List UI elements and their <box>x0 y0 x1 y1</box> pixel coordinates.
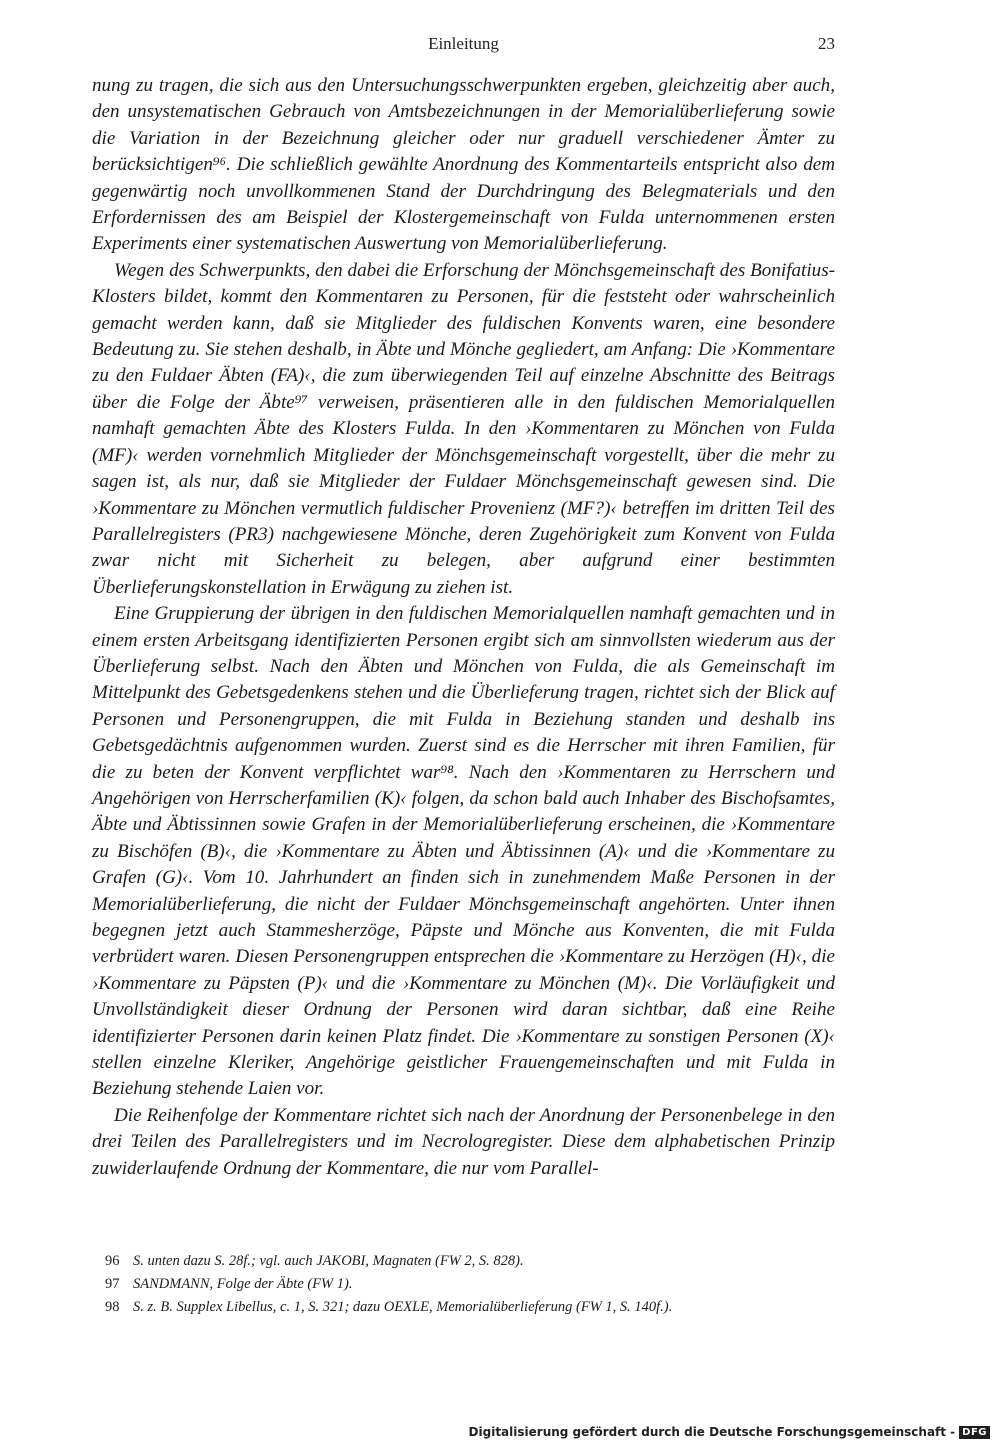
footnote <box>92 1273 835 1296</box>
paragraph: Eine Gruppierung der übrigen in den fuldischen Memorialquellen namhaft gemachten und in einem ersten Arbeitsgang identifizierten Personen ergibt sich am sinnvollsten wiederum aus der Überlieferung selbst. Nach den Äbten und Mönchen von Fulda, die als Gemeinschaft im Mittelpunkt des Gebetsgedenkens stehen und die Überlieferung tragen, richtet sich der Blick auf Personen und Personengruppen, die mit Fulda in Beziehung standen und deshalb ins Gebetsgedächtnis aufgenommen wurden. Zuerst sind es die Herrscher mit ihren Familien, für die zu beten der Konvent verpflichtet war⁹⁸. Nach den ›Kommentaren zu Herrschern und Angehörigen von Herrscherfamilien (K)‹ folgen, da schon bald auch Inhaber des Bischofsamtes, Äbte und Äbtissinnen sowie Grafen in der Memorialüberlieferung erscheinen, die ›Kommentare zu Bischöfen (B)‹, die ›Kommentare zu Äbten und Äbtissinnen (A)‹ und die ›Kommentare zu Grafen (G)‹. Vom 10. Jahrhundert an finden sich in zunehmendem Maße Personen in der Memorialüberlieferung, die nicht der Fuldaer Mönchsgemeinschaft angehörten. Unter ihnen begegnen jetzt auch Stammesherzöge, Päpste und Mönche aus Konventen, die mit Fulda verbrüdert waren. Diesen Personengruppen entsprechen die ›Kommentare zu Herzögen (H)‹, die ›Kommentare zu Päpsten (P)‹ und die ›Kommentare zu Mönchen (M)‹. Die Vorläufigkeit und Unvollständigkeit dieser Ordnung der Personen wird daran sichtbar, daß eine Reihe identifizierter Personen darin keinen Platz findet. Die ›Kommentare zu sonstigen Personen (X)‹ stellen einzelne Kleriker, Angehörige geistlicher Frauengemeinschaften und mit Fulda in Beziehung stehende Laien vor. <box>92 603 835 1100</box>
page-header <box>92 34 835 58</box>
footnotes <box>92 1250 835 1319</box>
footnote-text: S. unten dazu S. 28f.; vgl. auch JAKOBI, Magnaten (FW 2, S. 828). <box>133 1253 524 1269</box>
footnote <box>92 1296 835 1319</box>
footnote <box>92 1250 835 1273</box>
footnote-text: SANDMANN, Folge der Äbte (FW 1). <box>133 1276 353 1292</box>
footnote-text: S. z. B. Supplex Libellus, c. 1, S. 321; dazu OEXLE, Memorialüberlieferung (FW 1, S. 140f.). <box>133 1299 673 1315</box>
paragraph: nung zu tragen, die sich aus den Untersuchungsschwerpunkten ergeben, gleichzeitig aber auch, den unsystematischen Gebrauch von Amtsbezeichnungen in der Memorialüberlieferung sowie die Variation in der Bezeichnung gleicher oder nur graduell verschiedener Ämter zu berücksichtigen⁹⁶. Die schließlich gewählte Anordnung des Kommentarteils entspricht also dem gegenwärtig noch unvollkommenen Stand der Durchdringung des Belegmaterials und den Erfordernissen des am Beispiel der Klostergemeinschaft von Fulda unternommenen ersten Experiments einer systematischen Auswertung von Memorialüberlieferung. <box>92 75 835 255</box>
page-number: 23 <box>818 34 835 53</box>
dfg-logo-icon: DFG <box>959 1426 990 1439</box>
footnote-number: 97 <box>105 1276 120 1292</box>
digitization-banner <box>469 1425 990 1439</box>
banner-text: Digitalisierung gefördert durch die Deutsche Forschungsgemeinschaft - <box>468 1425 956 1439</box>
footnote-number: 96 <box>105 1253 120 1269</box>
paragraph: Wegen des Schwerpunkts, den dabei die Erforschung der Mönchsgemeinschaft des Bonifatius-Klosters bildet, kommt den Kommentaren zu Personen, für die feststeht oder wahrscheinlich gemacht werden kann, daß sie Mitglieder des fuldischen Konvents waren, eine besondere Bedeutung zu. Sie stehen deshalb, in Äbte und Mönche gegliedert, am Anfang: Die ›Kommentare zu den Fuldaer Äbten (FA)‹, die zum überwiegenden Teil auf einzelne Abschnitte des Beitrags über die Folge der Äbte⁹⁷ verweisen, präsentieren alle in den fuldischen Memorialquellen namhaft gemachten Äbte des Klosters Fulda. In den ›Kommentaren zu Mönchen von Fulda (MF)‹ werden vornehmlich Mitglieder der Mönchsgemeinschaft vorgestellt, über die mehr zu sagen ist, als nur, daß sie Mitglieder der Fuldaer Mönchsgemeinschaft gewesen sind. Die ›Kommentare zu Mönchen vermutlich fuldischer Provenienz (MF?)‹ betreffen im dritten Teil des Parallelregisters (PR3) nachgewiesene Mönche, deren Zugehörigkeit zum Konvent von Fulda zwar nicht mit Sicherheit zu belegen, aber aufgrund einer bestimmten Überlieferungskonstellation in Erwägung zu ziehen ist. <box>92 259 835 598</box>
running-title: Einleitung <box>428 34 499 53</box>
footnote-number: 98 <box>105 1299 120 1315</box>
main-text <box>92 73 835 1182</box>
paragraph: Die Reihenfolge der Kommentare richtet sich nach der Anordnung der Personenbelege in den drei Teilen des Parallelregisters und im Necrologregister. Diese dem alphabetischen Prinzip zuwiderlaufende Ordnung der Kommentare, die nur vom Parallel- <box>92 1104 835 1179</box>
